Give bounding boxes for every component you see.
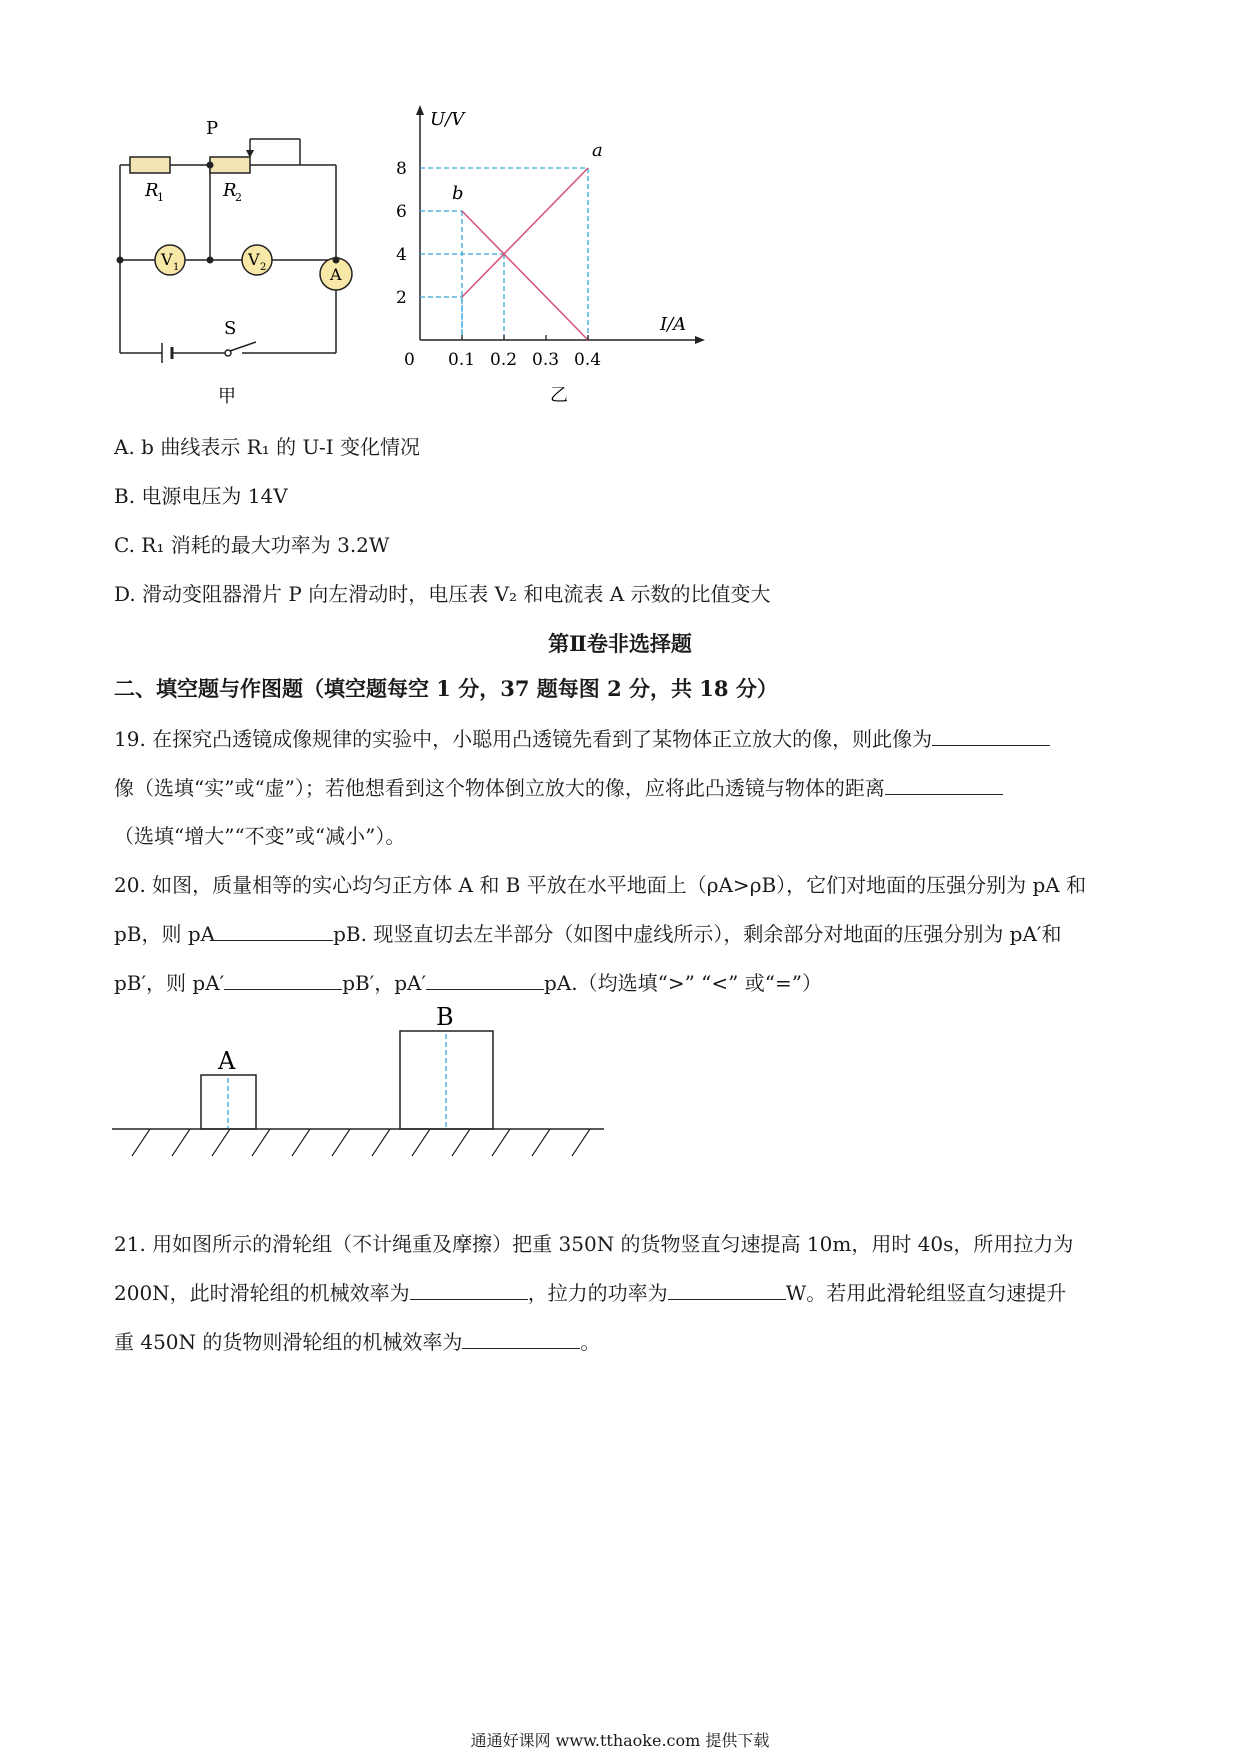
label-v1: V: [161, 250, 173, 269]
svg-text:2: 2: [235, 191, 242, 204]
q20-blank-3[interactable]: [426, 971, 544, 990]
label-v2: V: [248, 250, 260, 269]
footer-text: 通通好课网 www.tthaoke.com 提供下载: [470, 1731, 770, 1750]
y-tick-label-3: 8: [396, 159, 407, 179]
series-label-a: a: [592, 140, 603, 161]
label-a: A: [330, 265, 342, 284]
block-b-label: B: [436, 1003, 454, 1031]
blocks-figure: [110, 1000, 610, 1170]
part-title: 二、填空题与作图题（填空题每空 1 分，37 题每图 2 分，共 18 分）: [114, 676, 778, 701]
q20-line3: pB′，则 pA′ pB′，pA′ pA.（均选填“>” “<” 或“=”）: [114, 971, 822, 995]
y-tick-label-0: 2: [396, 288, 407, 308]
x-tick-label-3: 0.3: [532, 350, 560, 370]
ui-graph: [380, 105, 710, 410]
q19-blank-2[interactable]: [885, 776, 1003, 795]
x-tick-label-2: 0.2: [490, 350, 518, 370]
r1-resistor: [130, 157, 170, 173]
label-s: S: [224, 318, 237, 339]
x-tick-label-1: 0.1: [448, 350, 476, 370]
y-tick-label-2: 6: [396, 202, 407, 222]
y-axis-label: U/V: [430, 109, 465, 130]
x-tick-label-4: 0.4: [574, 350, 602, 370]
series-line-b: [462, 211, 588, 340]
svg-text:1: 1: [173, 262, 180, 273]
label-p: P: [206, 118, 219, 139]
q19-line1: 19. 在探究凸透镜成像规律的实验中，小聪用凸透镜先看到了某物体正立放大的像，则此像为: [114, 726, 1050, 752]
q20-line1: 20. 如图，质量相等的实心均匀正方体 A 和 B 平放在水平地面上（ρA>ρB），它们对地面的压强分别为 pA 和: [114, 873, 1087, 897]
q21-blank-3[interactable]: [462, 1330, 580, 1349]
x-axis-label: I/A: [660, 314, 687, 335]
q21-blank-1[interactable]: [410, 1281, 528, 1300]
q20-line2: pB，则 pA pB. 现竖直切去左半部分（如图中虚线所示），剩余部分对地面的压强分别为 pA′和: [114, 922, 1062, 946]
option-c: C. R₁ 消耗的最大功率为 3.2W: [114, 533, 390, 557]
r2-resistor: [210, 157, 250, 173]
label-r1: R: [145, 180, 159, 201]
series-line-a: [462, 168, 588, 297]
q20-blank-1[interactable]: [215, 922, 333, 941]
y-tick-label-1: 4: [396, 245, 407, 265]
q21-line1: 21. 用如图所示的滑轮组（不计绳重及摩擦）把重 350N 的货物竖直匀速提高 10m，用时 40s，所用拉力为: [114, 1232, 1074, 1256]
q19-line2: 像（选填“实”或“虚”）；若他想看到这个物体倒立放大的像，应将此凸透镜与物体的距离: [114, 775, 1003, 801]
series-label-b: b: [452, 183, 464, 204]
graph-caption: 乙: [550, 385, 568, 406]
section-title: 第Ⅱ卷非选择题: [548, 631, 692, 656]
option-d: D. 滑动变阻器滑片 P 向左滑动时，电压表 V₂ 和电流表 A 示数的比值变大: [114, 582, 771, 606]
block-a-label: A: [218, 1047, 236, 1075]
option-a: A. b 曲线表示 R₁ 的 U-I 变化情况: [114, 435, 420, 459]
q19-blank-1[interactable]: [932, 727, 1050, 746]
circuit-caption: 甲: [218, 386, 236, 407]
q20-blank-2[interactable]: [224, 971, 342, 990]
circuit-diagram: [100, 110, 360, 410]
svg-text:2: 2: [260, 262, 267, 273]
option-b: B. 电源电压为 14V: [114, 484, 288, 508]
label-r2: R: [223, 180, 237, 201]
q19-line3: （选填“增大”“不变”或“减小”）。: [114, 824, 406, 848]
q21-blank-2[interactable]: [668, 1281, 786, 1300]
q21-line3: 重 450N 的货物则滑轮组的机械效率为 。: [114, 1330, 601, 1354]
q21-line2: 200N，此时滑轮组的机械效率为 ，拉力的功率为 W。若用此滑轮组竖直匀速提升: [114, 1281, 1067, 1305]
x-tick-label-0: 0: [404, 350, 415, 370]
svg-text:1: 1: [157, 191, 164, 204]
